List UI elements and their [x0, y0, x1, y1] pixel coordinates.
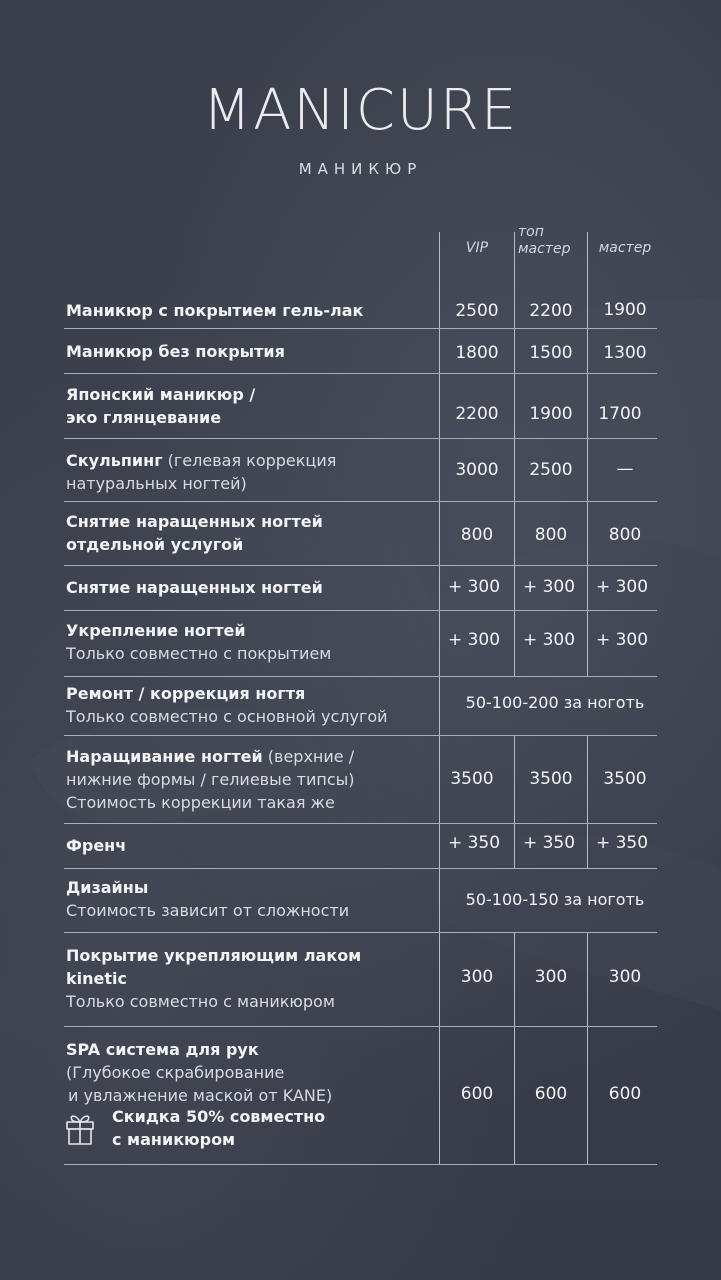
column-header-top-line2: мастер	[518, 241, 571, 257]
row-separator	[64, 735, 657, 736]
price-top-master: 3500	[529, 769, 573, 789]
price-vip: 300	[460, 967, 494, 987]
price-vip: 3000	[455, 460, 499, 480]
price-vip: 800	[460, 525, 494, 545]
price-all-levels: 50-100-200 за ноготь	[465, 693, 645, 712]
row-separator	[64, 501, 657, 502]
service-title-line1: Снятие наращенных ногтей	[66, 512, 323, 531]
service-note: Только совместно с маникюром	[66, 992, 335, 1011]
service-title	[66, 682, 388, 728]
row-separator	[64, 868, 657, 869]
price-all-levels: 50-100-150 за ноготь	[465, 890, 645, 909]
price-master: 800	[608, 525, 642, 545]
promo-text	[112, 1105, 325, 1151]
price-vip: 600	[460, 1084, 494, 1104]
price-top-master: 800	[534, 525, 568, 545]
column-header-vip: VIP	[465, 240, 489, 256]
service-note-line2: и увлажнение маской от KANE)	[68, 1086, 333, 1105]
service-name: Скульпинг	[66, 451, 163, 470]
row-separator	[64, 676, 657, 677]
service-title	[66, 510, 323, 556]
service-note-line2: нижние формы / гелиевые типсы)	[66, 770, 355, 789]
price-master: + 350	[595, 833, 649, 853]
price-top-master: + 300	[522, 630, 576, 650]
service-title-line2: kinetic	[66, 969, 127, 988]
service-title	[66, 944, 361, 1013]
service-note: Только совместно с основной услугой	[66, 707, 388, 726]
price-master: + 300	[595, 577, 649, 597]
service-title	[66, 619, 331, 665]
gift-icon	[64, 1110, 96, 1146]
service-note-line2: натуральных ногтей)	[66, 474, 247, 493]
service-title	[66, 745, 355, 814]
column-header-top-line1: топ	[518, 224, 544, 240]
service-name: Ремонт / коррекция ногтя	[66, 684, 306, 703]
service-name: Укрепление ногтей	[66, 621, 246, 640]
price-vip: + 300	[447, 577, 501, 597]
service-title	[66, 1038, 332, 1107]
column-header-top-master	[514, 224, 587, 258]
service-title-line1	[66, 449, 336, 472]
service-title-line2: эко глянцевание	[66, 408, 222, 427]
service-note: Стоимость зависит от сложности	[66, 901, 350, 920]
row-separator	[64, 328, 657, 329]
service-title-line1: Покрытие укрепляющим лаком	[66, 946, 362, 965]
price-top-master: 2200	[529, 301, 573, 321]
row-separator	[64, 438, 657, 439]
price-vip: 1800	[455, 343, 499, 363]
service-note-line1: (Глубокое скрабирование	[66, 1063, 285, 1082]
service-title-line2: отдельной услугой	[66, 535, 244, 554]
row-separator	[64, 823, 657, 824]
page-title: MANICURE	[202, 78, 519, 143]
price-top-master: 600	[534, 1084, 568, 1104]
price-top-master: 300	[534, 967, 568, 987]
price-master: —	[616, 459, 634, 479]
service-note: (гелевая коррекция	[167, 451, 337, 470]
row-separator	[64, 373, 657, 374]
price-master: 1700	[598, 404, 642, 424]
price-top-master: + 350	[522, 833, 576, 853]
price-master: 600	[608, 1084, 642, 1104]
promo-line1: Скидка 50% совместно	[112, 1107, 326, 1126]
service-name: SPA система для рук	[66, 1040, 259, 1059]
row-separator	[64, 932, 657, 933]
row-separator	[64, 1164, 657, 1165]
service-title: Маникюр без покрытия	[66, 342, 285, 361]
price-master: 3500	[603, 769, 647, 789]
price-vip: 2200	[455, 404, 499, 424]
page-subtitle: МАНИКЮР	[298, 160, 423, 178]
service-note: (верхние /	[267, 747, 355, 766]
row-separator	[64, 610, 657, 611]
price-top-master: + 300	[522, 577, 576, 597]
service-note: Только совместно с покрытием	[66, 644, 332, 663]
price-vip: + 350	[447, 833, 501, 853]
price-top-master: 1900	[529, 404, 573, 424]
service-note-line3: Стоимость коррекции такая же	[66, 793, 335, 812]
row-separator	[64, 1026, 657, 1027]
price-master: 300	[608, 967, 642, 987]
column-header-master: мастер	[598, 240, 652, 256]
service-title	[66, 449, 336, 495]
service-name: Наращивание ногтей	[66, 747, 263, 766]
price-master: 1300	[603, 343, 647, 363]
price-vip: 3500	[450, 769, 494, 789]
price-top-master: 2500	[529, 460, 573, 480]
service-title: Снятие наращенных ногтей	[66, 578, 323, 597]
price-master: 1900	[603, 300, 647, 320]
service-title	[66, 876, 349, 922]
service-title	[66, 383, 255, 429]
service-name: Дизайны	[66, 878, 149, 897]
price-top-master: 1500	[529, 343, 573, 363]
price-vip: 2500	[455, 301, 499, 321]
service-title: Френч	[66, 836, 127, 855]
row-separator	[64, 565, 657, 566]
service-title-line1	[66, 745, 355, 768]
price-master: + 300	[595, 630, 649, 650]
service-title: Маникюр с покрытием гель-лак	[66, 301, 364, 320]
service-title-line1: Японский маникюр /	[66, 385, 256, 404]
promo-line2: с маникюром	[112, 1130, 236, 1149]
price-vip: + 300	[447, 630, 501, 650]
